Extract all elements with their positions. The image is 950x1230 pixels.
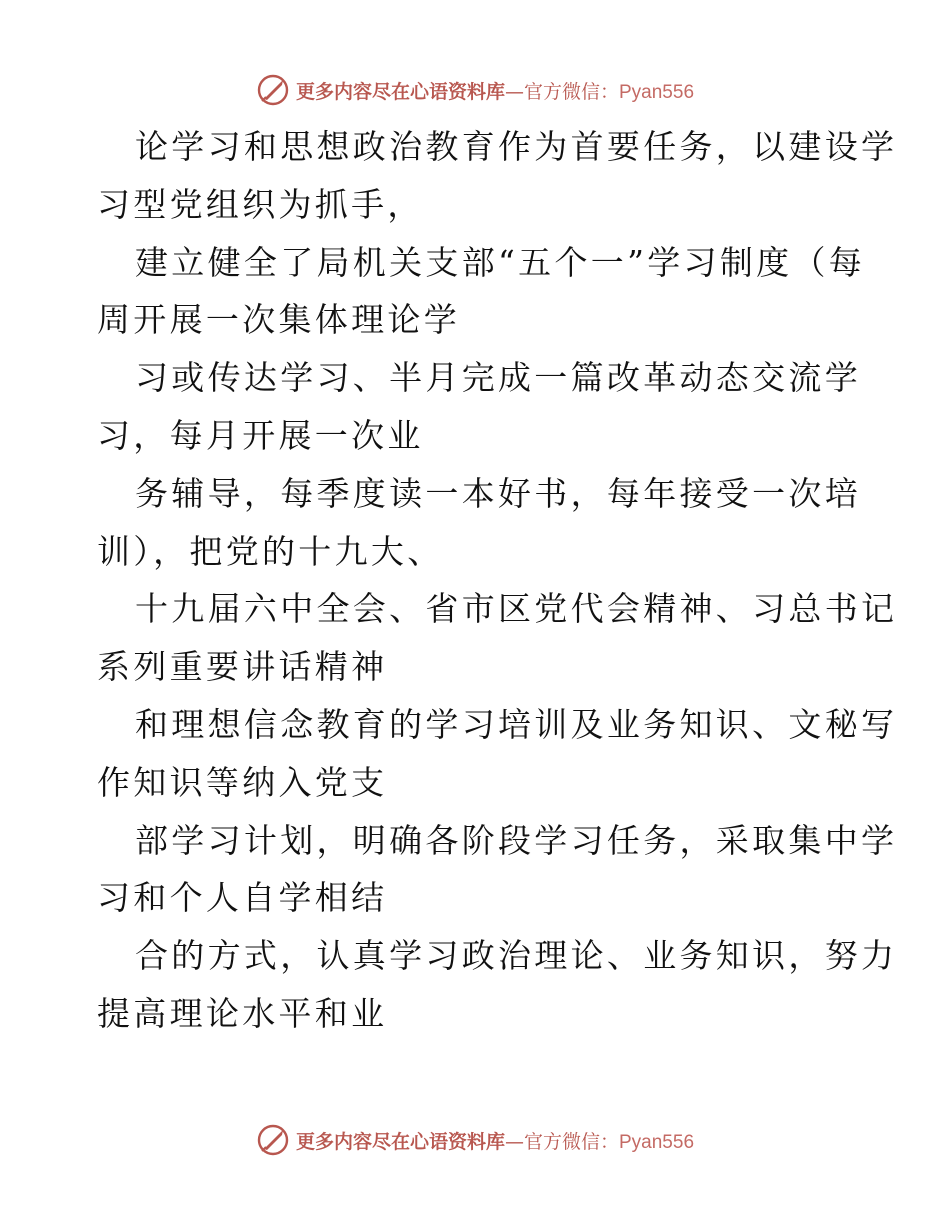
- text-line: 作知识等纳入党支: [97, 762, 388, 802]
- text-line: 务辅导，每季度读一本好书，每年接受一次培: [135, 473, 861, 513]
- quill-pen-logo-icon: [256, 73, 290, 107]
- text-line: 习，每月开展一次业: [97, 415, 424, 455]
- text-line: 习和个人自学相结: [97, 878, 388, 918]
- header-watermark-text: [296, 77, 694, 104]
- text-line: 部学习计划，明确各阶段学习任务，采取集中学: [135, 820, 898, 860]
- text-line: 系列重要讲话精神: [97, 647, 388, 687]
- wechat-label: 官方微信：: [523, 1130, 619, 1153]
- text-line: 习型党组织为抓手，: [97, 184, 424, 224]
- banner-separator: —: [504, 1130, 524, 1153]
- banner-separator: —: [504, 80, 524, 103]
- text-line: 提高理论水平和业: [97, 993, 388, 1033]
- wechat-id: Pyan556: [619, 81, 695, 103]
- footer-watermark-text: [296, 1127, 694, 1154]
- text-line: 合的方式，认真学习政治理论、业务知识，努力: [135, 936, 898, 976]
- brand-text: 更多内容尽在心语资料库: [295, 80, 505, 103]
- wechat-label: 官方微信：: [523, 80, 619, 103]
- text-line: 和理想信念教育的学习培训及业务知识、文秘写: [135, 704, 898, 744]
- text-line: 论学习和思想政治教育作为首要任务，以建设学: [135, 127, 898, 166]
- document-body: [97, 118, 898, 1043]
- text-line: 周开展一次集体理论学: [97, 300, 460, 340]
- footer-watermark-banner: [0, 1120, 950, 1160]
- text-line: 建立健全了局机关支部“五个一”学习制度（每: [135, 242, 866, 282]
- header-watermark-banner: [0, 70, 950, 110]
- quill-pen-logo-icon: [256, 1123, 290, 1157]
- text-line: 训），把党的十九大、: [97, 531, 444, 571]
- brand-text: 更多内容尽在心语资料库: [295, 1130, 505, 1153]
- text-line: 习或传达学习、半月完成一篇改革动态交流学: [135, 358, 861, 398]
- text-line: 十九届六中全会、省市区党代会精神、习总书记: [135, 589, 898, 629]
- wechat-id: Pyan556: [619, 1131, 695, 1153]
